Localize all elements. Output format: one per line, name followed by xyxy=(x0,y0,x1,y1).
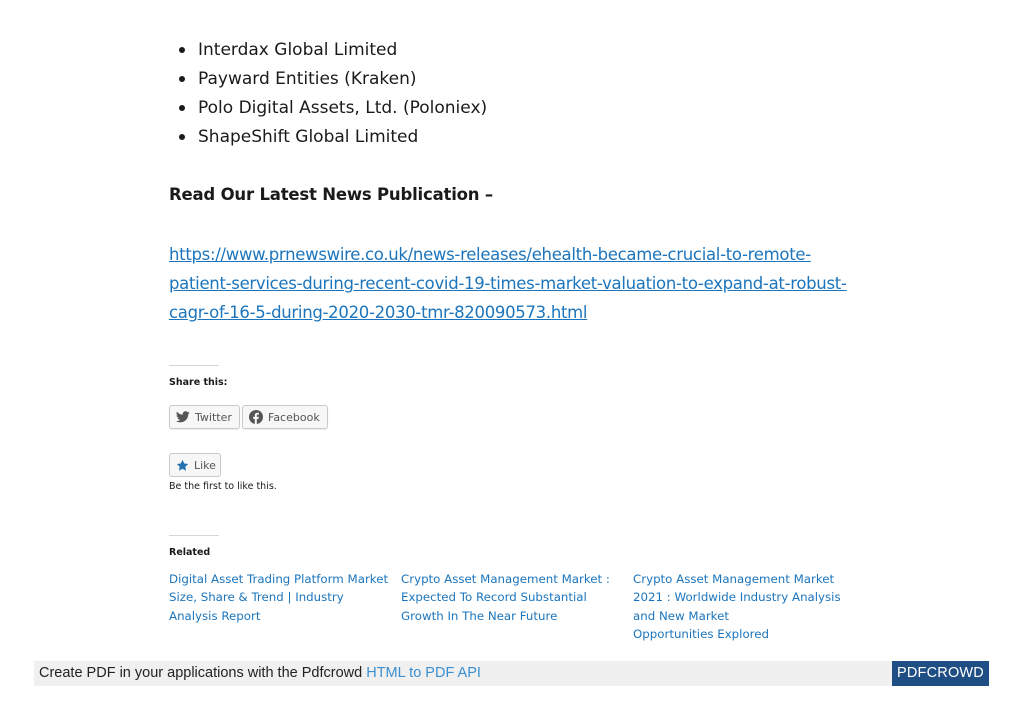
related-post-line: Crypto Asset Management Market xyxy=(633,572,835,586)
bullet-icon xyxy=(179,134,185,140)
facebook-label: Facebook xyxy=(268,410,320,424)
twitter-icon xyxy=(176,411,190,423)
company-name: Interdax Global Limited xyxy=(198,40,398,60)
related-post-line: Analysis Report xyxy=(169,608,261,623)
share-divider xyxy=(169,365,219,366)
related-post-line: 2021 : Worldwide Industry Analysis xyxy=(633,590,841,605)
html-to-pdf-api-link[interactable]: HTML to PDF API xyxy=(366,665,481,681)
footer-text xyxy=(39,661,481,686)
related-post-line: and New Market xyxy=(633,608,729,623)
list-item xyxy=(198,65,487,94)
bullet-icon xyxy=(179,105,185,111)
related-post-line: Crypto Asset Management Market : xyxy=(401,572,610,586)
news-link-line: cagr-of-16-5-during-2020-2030-tmr-820090573.html xyxy=(169,303,588,322)
related-title: Related xyxy=(169,547,211,558)
like-label: Like xyxy=(194,458,216,472)
share-title: Share this: xyxy=(169,377,228,388)
related-post-link[interactable] xyxy=(401,570,610,625)
news-link-line: patient-services-during-recent-covid-19-times-market-valuation-to-expand-at-robust- xyxy=(169,274,847,293)
footer-message: Create PDF in your applications with the Pdfcrowd xyxy=(39,665,367,681)
list-item xyxy=(198,36,487,65)
facebook-share-button[interactable] xyxy=(242,405,328,429)
news-link-line: https://www.prnewswire.co.uk/news-releases/ehealth-became-crucial-to-remote- xyxy=(169,245,811,264)
related-post-line: Opportunities Explored xyxy=(633,626,769,641)
star-icon xyxy=(176,459,189,472)
news-heading: Read Our Latest News Publication – xyxy=(169,185,493,204)
related-post-line: Growth In The Near Future xyxy=(401,608,558,623)
like-note: Be the first to like this. xyxy=(169,481,277,492)
list-item xyxy=(198,94,487,123)
bullet-icon xyxy=(179,47,185,53)
related-post-line: Digital Asset Trading Platform Market xyxy=(169,572,389,586)
related-post-line: Expected To Record Substantial xyxy=(401,590,587,605)
pdfcrowd-brand-button[interactable]: PDFCROWD xyxy=(892,661,989,686)
related-divider xyxy=(169,535,219,536)
related-post-link[interactable] xyxy=(633,570,841,643)
pdf-footer-bar xyxy=(34,661,989,686)
company-name: ShapeShift Global Limited xyxy=(198,127,419,147)
news-link[interactable] xyxy=(169,240,859,327)
company-name: Payward Entities (Kraken) xyxy=(198,69,417,89)
bullet-icon xyxy=(179,76,185,82)
twitter-share-button[interactable] xyxy=(169,405,240,429)
like-button[interactable] xyxy=(169,453,221,477)
company-name: Polo Digital Assets, Ltd. (Poloniex) xyxy=(198,98,488,118)
twitter-label: Twitter xyxy=(195,410,232,424)
related-post-line: Size, Share & Trend | Industry xyxy=(169,590,344,605)
facebook-icon xyxy=(249,410,263,424)
related-post-link[interactable] xyxy=(169,570,388,625)
list-item xyxy=(198,123,487,152)
company-list xyxy=(198,36,487,152)
